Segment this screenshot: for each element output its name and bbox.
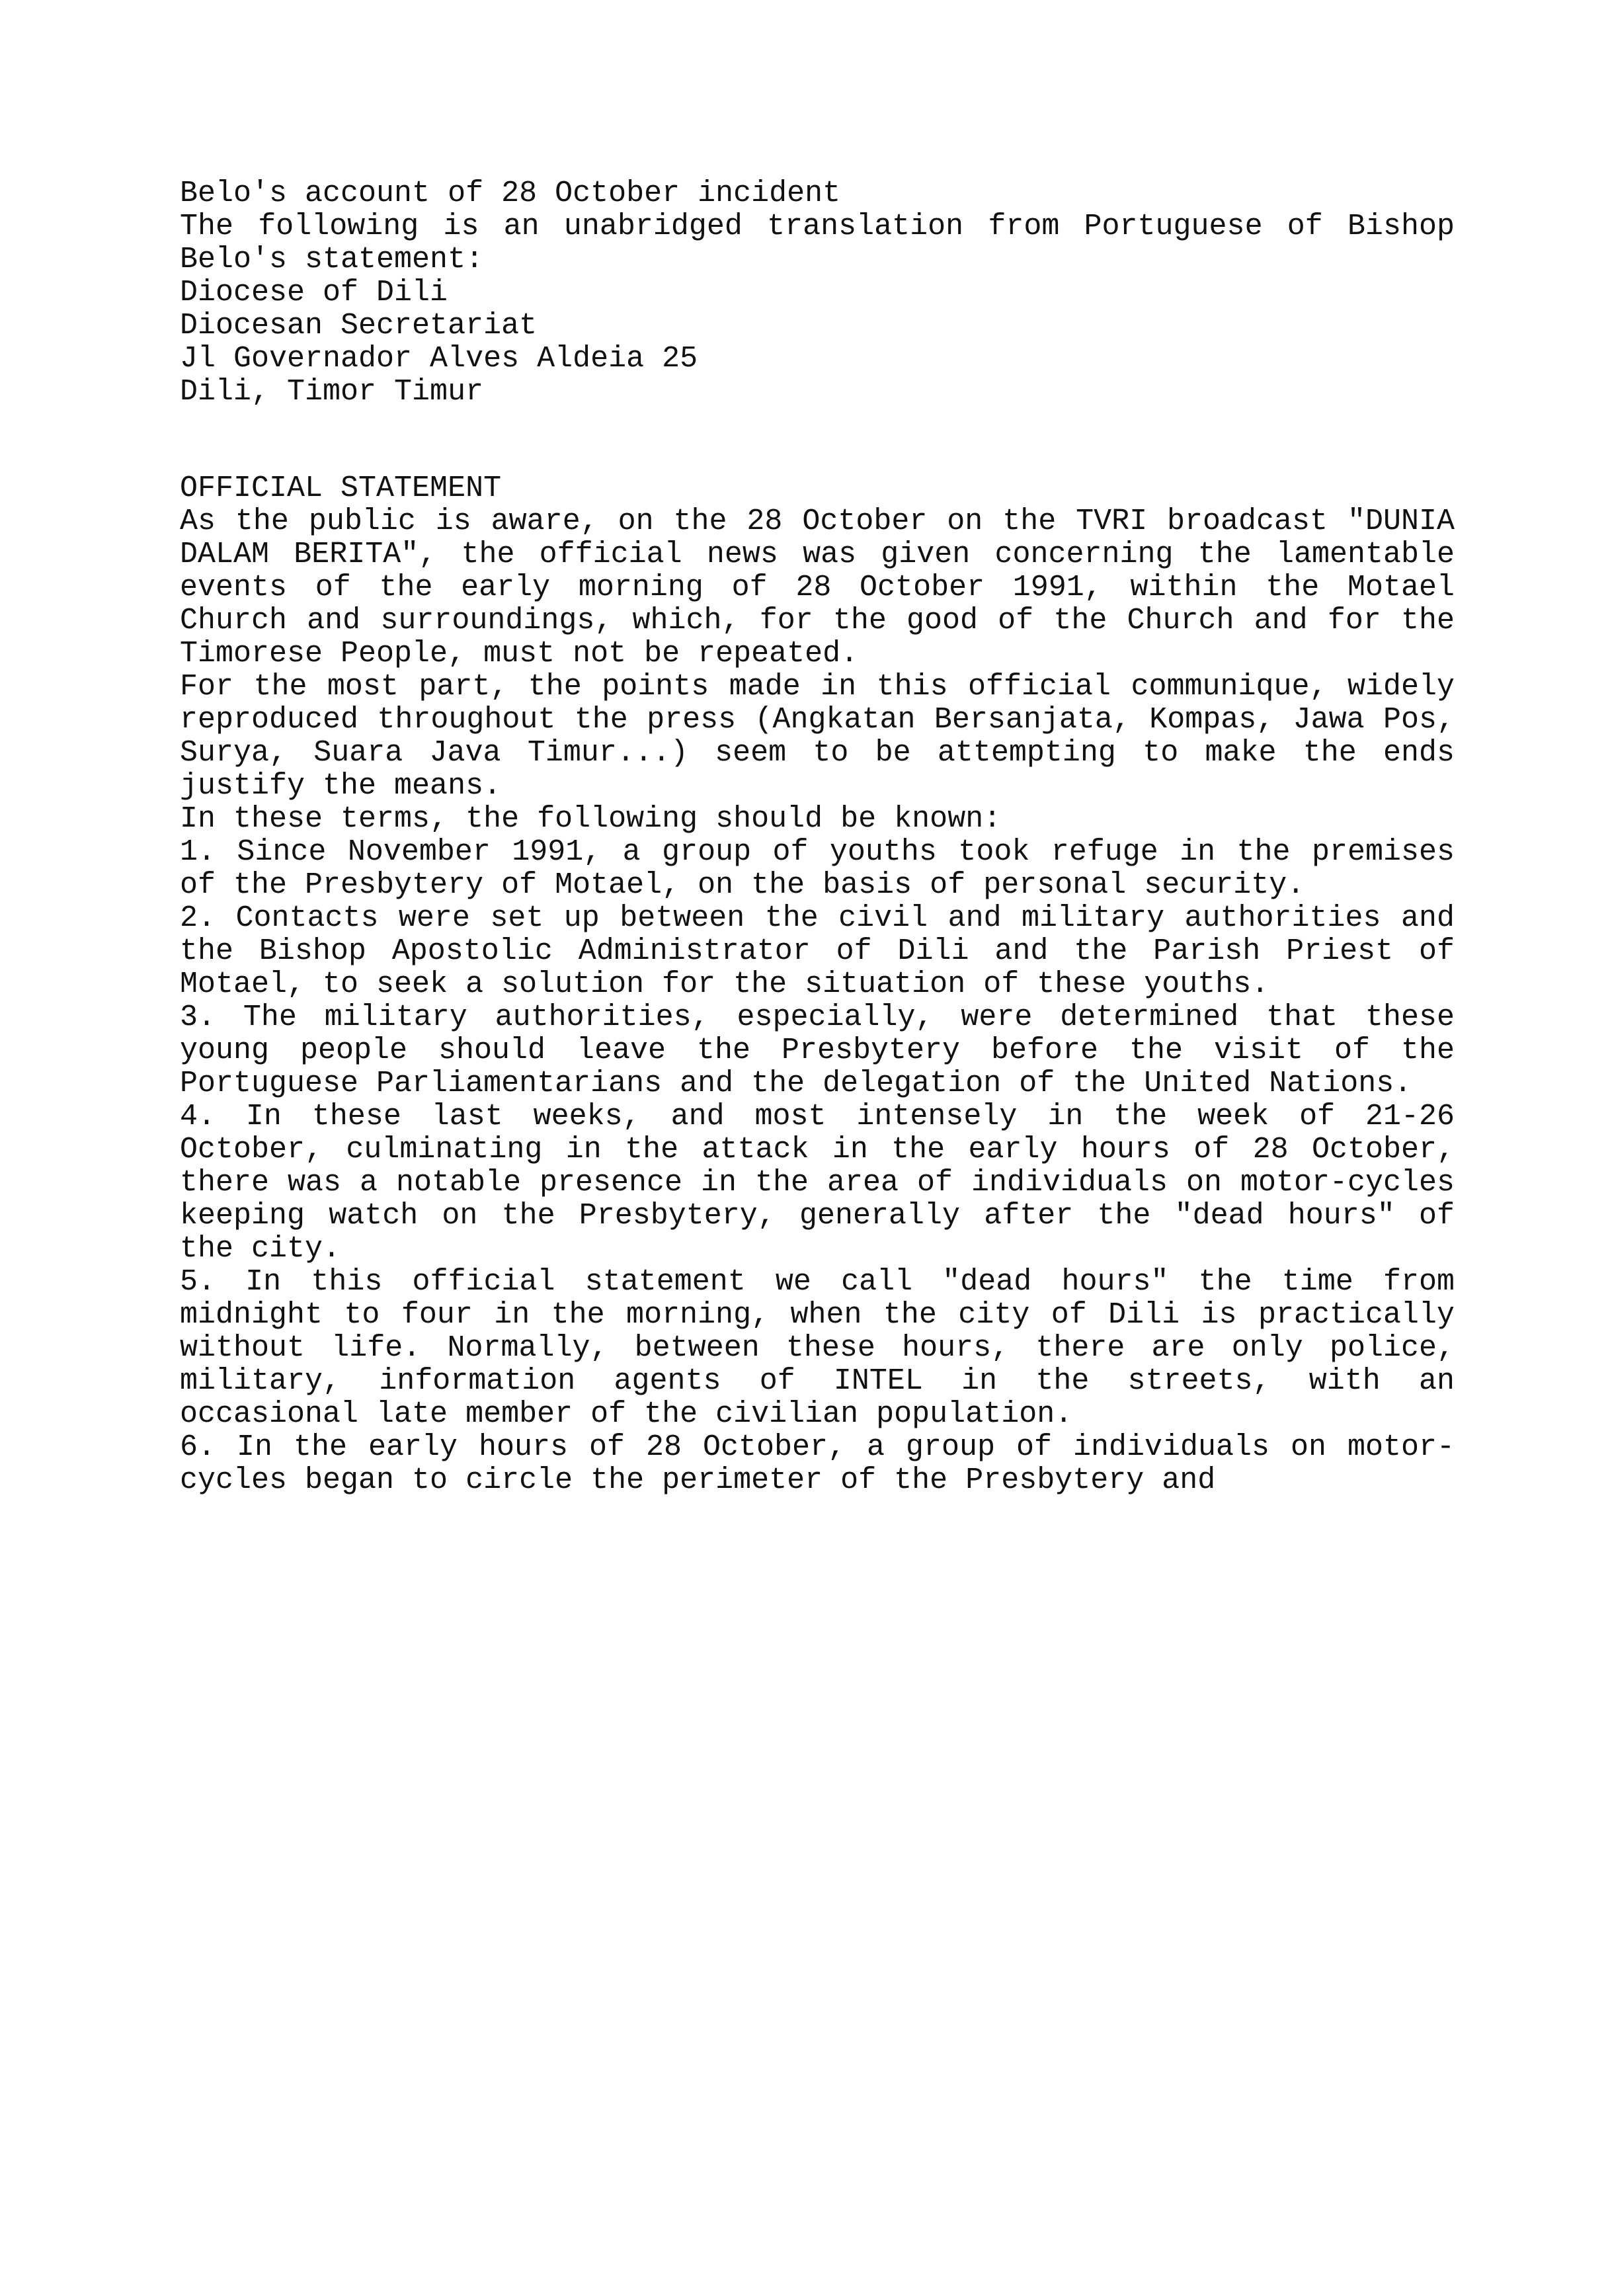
- numbered-point: 4. In these last weeks, and most intensely in the week of 21-26 October, culminating in the attack in the early hours of 28 October, there was a notable presence in the area of individuals on motor-cycles keeping watch on the Presbytery, generally after the "dead hours" of the city.: [180, 1100, 1455, 1266]
- address-line: Diocesan Secretariat: [180, 309, 538, 343]
- address-block: [180, 276, 1455, 409]
- address-line: Jl Governador Alves Aldeia 25: [180, 342, 698, 376]
- document-title: Belo's account of 28 October incident: [180, 177, 841, 210]
- body-paragraph: As the public is aware, on the 28 October on the TVRI broadcast "DUNIA DALAM BERITA", the official news was given concerning the lamentable events of the early morning of 28 October 1991, within the Motael Church and surroundings, which, for the good of the Church and for the Timorese People, must not be repeated.: [180, 505, 1455, 671]
- intro-paragraph: The following is an unabridged translation from Portuguese of Bishop Belo's statement:: [180, 210, 1455, 276]
- numbered-point: 6. In the early hours of 28 October, a group of individuals on motor-cycles began to circle the perimeter of the Presbytery and: [180, 1430, 1455, 1497]
- section-heading: OFFICIAL STATEMENT: [180, 472, 502, 505]
- document-body: [180, 177, 1455, 1497]
- address-line: Dili, Timor Timur: [180, 375, 484, 409]
- body-paragraph: In these terms, the following should be known:: [180, 802, 1002, 836]
- numbered-point: 3. The military authorities, especially, were determined that these young people should leave the Presbytery before the visit of the Portuguese Parliamentarians and the delegation of the United Nations.: [180, 1001, 1455, 1100]
- body-paragraph: For the most part, the points made in this official communique, widely reproduced throughout the press (Angkatan Bersanjata, Kompas, Jawa Pos, Surya, Suara Java Timur...) seem to be attempting to make the ends justify the means.: [180, 670, 1455, 803]
- address-line: Diocese of Dili: [180, 276, 448, 309]
- numbered-point: 2. Contacts were set up between the civil and military authorities and the Bishop Apostolic Administrator of Dili and the Parish Priest of Motael, to seek a solution for the situation of these youths.: [180, 901, 1455, 1001]
- numbered-point: 1. Since November 1991, a group of youths took refuge in the premises of the Presbytery of Motael, on the basis of personal security.: [180, 835, 1455, 902]
- numbered-point: 5. In this official statement we call "dead hours" the time from midnight to four in the morning, when the city of Dili is practically without life. Normally, between these hours, there are only police, military, information agents of INTEL in the streets, with an occasional late member of the civilian population.: [180, 1265, 1455, 1431]
